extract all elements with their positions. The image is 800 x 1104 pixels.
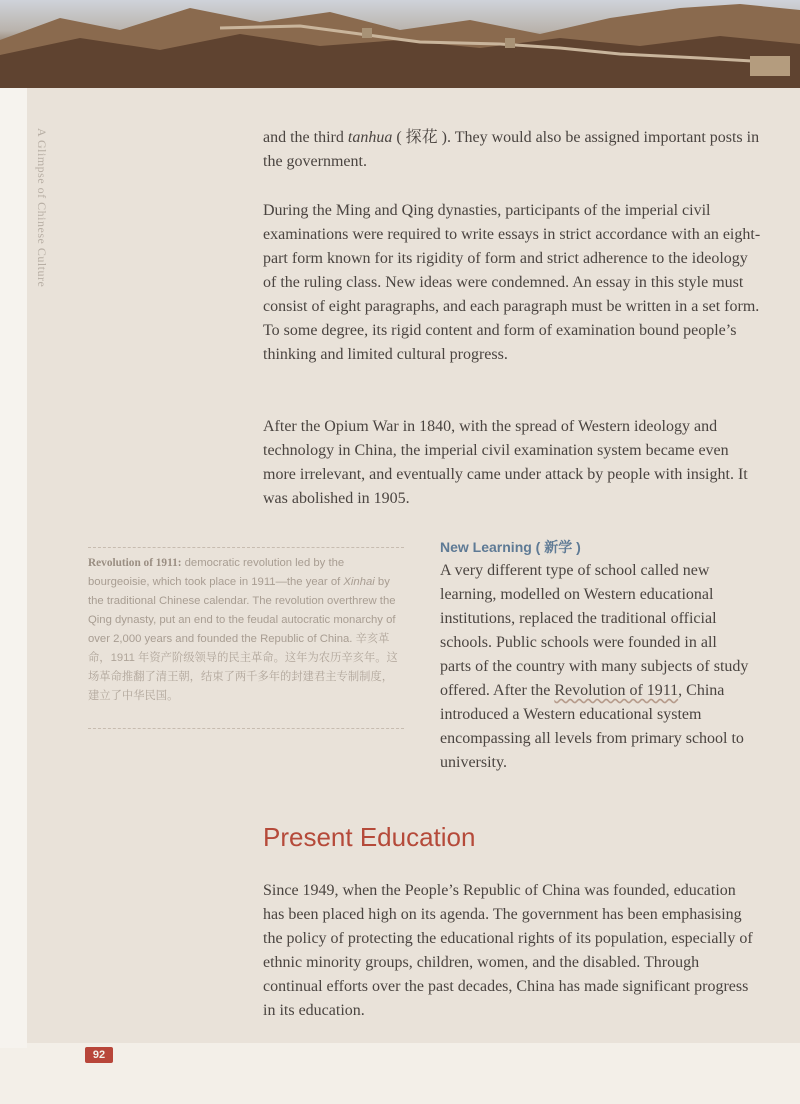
glossary-italic: Xinhai	[343, 576, 375, 588]
paragraph-tanhua	[263, 126, 763, 174]
paragraph-opium-war: After the Opium War in 1840, with the spread of Western ideology and technology in China, the imperial civil examination system became even more irrelevant, and eventually came under attack by people with insight. It was abolished in 1905.	[263, 418, 748, 507]
page-margin-strip	[0, 88, 27, 1048]
paragraph-text: , China introduced a Western educational system encompassing all levels from primary school to university.	[440, 682, 744, 771]
glossary-chinese-text: 辛亥革命，1911 年资产阶级领导的民主革命。这年为农历辛亥年。这场革命推翻了清王朝，结束了两千多年的封建君主专制制度，建立了中华民国。	[88, 633, 398, 702]
paragraph-text: A very different type of school called new learning, modelled on Western educational institutions, replaced the traditional official schools. Public schools were founded in all parts of the country with many subjects of study offered. After the	[440, 562, 749, 699]
page-number-badge: 92	[85, 1047, 113, 1063]
glossary-text: democratic revolution led by the bourgeoisie, which took place in 1911—the year of	[88, 557, 345, 588]
paragraph-text: and the third	[263, 129, 348, 146]
new-learning-heading: New Learning ( 新学 )	[440, 539, 581, 555]
paragraph-text: ( 探花 ). They would also be assigned important posts in the government.	[263, 129, 760, 170]
section-heading-present-education: Present Education	[263, 822, 476, 852]
glossary-term: Revolution of 1911:	[88, 557, 182, 569]
running-header-title: A Glimpse of Chinese Culture	[35, 128, 49, 288]
revolution-1911-glossary-link[interactable]: Revolution of 1911	[554, 682, 679, 699]
paragraph-new-learning	[440, 559, 750, 775]
glossary-note-revolution-1911	[88, 547, 404, 729]
italic-term: tanhua	[347, 129, 393, 146]
paragraph-eight-part-essay: During the Ming and Qing dynasties, participants of the imperial civil examinations were required to write essays in strict accordance with an eight-part form known for its rigidity of form and strict adherence to the ideology of the ruling class. New ideas were condemned. An essay in this style must consist of eight paragraphs, and each paragraph must be written in a set form. To some degree, its rigid content and form of examination bound people’s thinking and limited cultural progress.	[263, 202, 761, 363]
mountain-illustration	[0, 0, 800, 88]
paragraph-present-education: Since 1949, when the People’s Republic of China was founded, education has been placed high on its agenda. The government has been emphasising the policy of protecting the educational rights of its population, especially of ethnic minority groups, children, women, and the disabled. Through continual efforts over the past decades, China has made significant progress in its education.	[263, 882, 753, 1019]
glossary-text: by the traditional Chinese calendar. The revolution overthrew the Qing dynasty, put an end to the feudal autocratic monarchy of over 2,000 years and founded the Republic of China.	[88, 576, 396, 645]
great-wall-banner-image	[0, 0, 800, 88]
